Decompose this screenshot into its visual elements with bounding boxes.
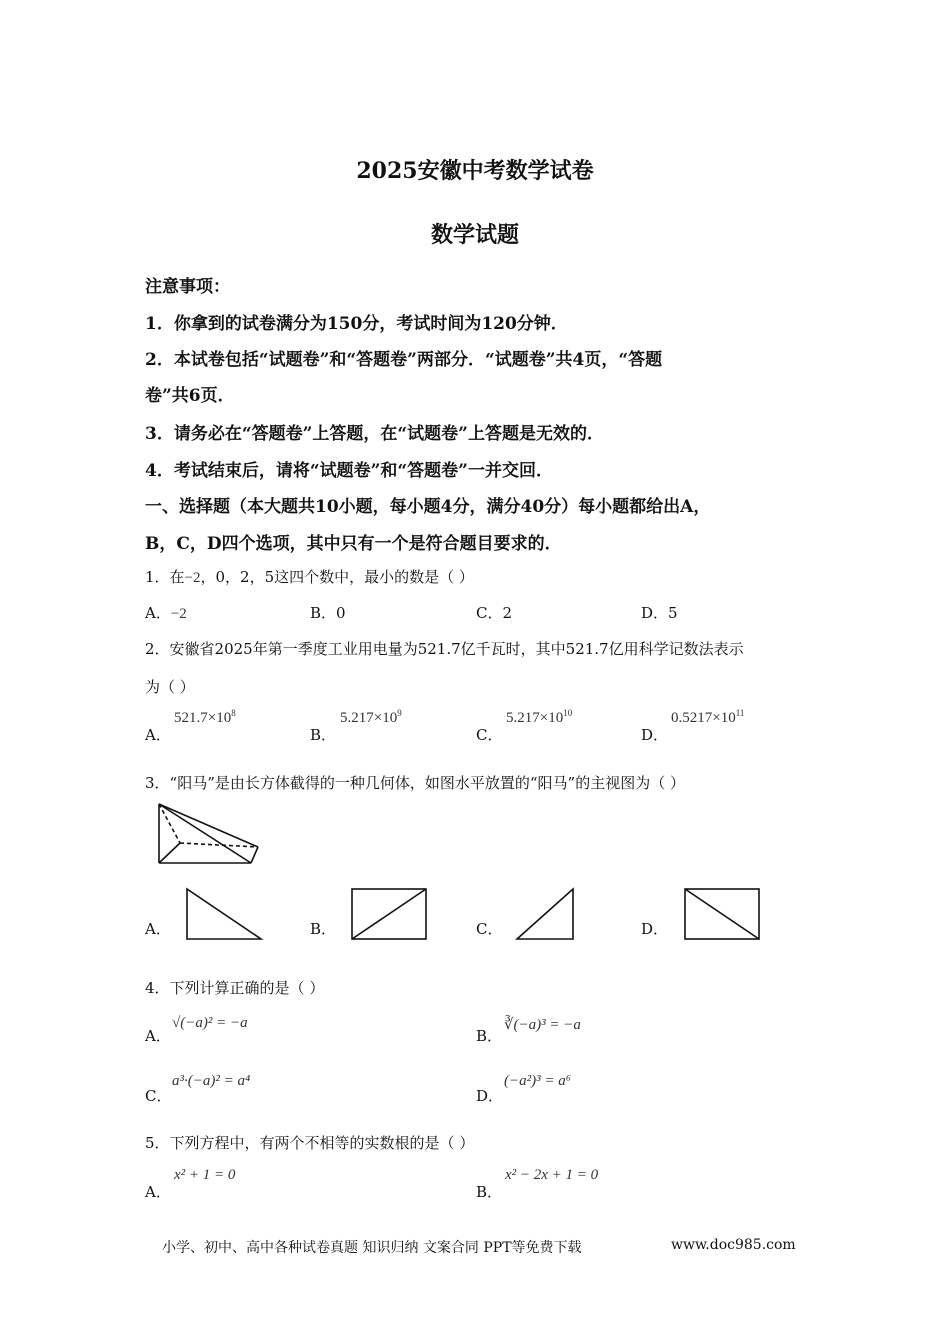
q2-option-a-label[interactable]: A． — [145, 726, 171, 744]
q4-option-a-label[interactable]: A． — [145, 1027, 171, 1045]
notice-item-3: 3．请务必在“答题卷”上答题，在“试题卷”上答题是无效的． — [145, 424, 604, 444]
q1-option-c[interactable]: C．2 — [476, 604, 513, 622]
q2-option-b-label[interactable]: B． — [310, 726, 337, 744]
q2-option-d-expr: $0.5217\times 10^{11}$ — [671, 708, 745, 726]
q5-option-a-expr: x² + 1 = 0 — [174, 1167, 236, 1183]
q3-option-d-figure[interactable] — [683, 887, 763, 943]
q3-option-b-label[interactable]: B． — [310, 920, 337, 938]
q4-option-c-label[interactable]: C． — [145, 1087, 172, 1105]
q4-option-c-expr: a³·(−a)² = a⁴ — [172, 1073, 251, 1089]
q1-option-a[interactable]: A．−2 — [145, 604, 187, 622]
q4-option-a-expr: √(−a)² = −a — [172, 1015, 248, 1031]
q3-option-b-figure[interactable] — [350, 887, 430, 943]
yangma-3d-figure — [155, 800, 265, 870]
notice-item-2-cont: 卷”共6页． — [145, 386, 235, 406]
q3-option-a-figure[interactable] — [185, 887, 265, 943]
q1-option-b[interactable]: B．0 — [310, 604, 346, 622]
q2-option-c-label[interactable]: C． — [476, 726, 503, 744]
math-expression: −2 — [184, 570, 201, 586]
q4-option-b-label[interactable]: B． — [476, 1027, 503, 1045]
footer-text: 小学、初中、高中各种试卷真题 知识归纳 文案合同 PPT等免费下载 — [162, 1240, 582, 1256]
q5-option-a-label[interactable]: A． — [145, 1183, 171, 1201]
q3-option-c-figure[interactable] — [515, 887, 577, 943]
q4-option-b-expr: ∛(−a)³ = −a — [504, 1017, 581, 1033]
q2-option-c-expr: $5.217\times 10^{10}$ — [506, 708, 573, 726]
q3-option-c-label[interactable]: C． — [476, 920, 503, 938]
question-2-stem-cont: 为（ ） — [145, 678, 195, 696]
q2-option-d-label[interactable]: D． — [641, 726, 669, 744]
page-title: 2025安徽中考数学试卷 — [356, 158, 594, 184]
notice-heading: 注意事项： — [145, 277, 230, 297]
question-5-stem: 5．下列方程中，有两个不相等的实数根的是（ ） — [145, 1134, 475, 1152]
footer-link[interactable]: www.doc985.com — [671, 1237, 796, 1253]
q2-option-b-expr: $5.217\times 10^9$ — [340, 708, 402, 726]
q4-option-d-expr: (−a²)³ = a⁶ — [504, 1073, 571, 1089]
q3-option-a-label[interactable]: A． — [145, 920, 171, 938]
page-subtitle: 数学试题 — [430, 222, 519, 248]
notice-item-1: 1．你拿到的试卷满分为150分，考试时间为120分钟． — [145, 314, 568, 334]
section-heading-cont: B，C，D四个选项，其中只有一个是符合题目要求的． — [145, 534, 562, 554]
question-3-stem: 3．“阳马”是由长方体截得的一种几何体，如图水平放置的“阳马”的主视图为（ ） — [145, 774, 685, 792]
q3-option-d-label[interactable]: D． — [641, 920, 669, 938]
notice-item-2: 2．本试卷包括“试题卷”和“答题卷”两部分．“试题卷”共4页，“答题 — [145, 350, 663, 370]
q4-option-d-label[interactable]: D． — [476, 1087, 504, 1105]
notice-item-4: 4．考试结束后，请将“试题卷”和“答题卷”一并交回． — [145, 461, 553, 481]
q5-option-b-label[interactable]: B． — [476, 1183, 503, 1201]
q5-option-b-expr: x² − 2x + 1 = 0 — [505, 1167, 599, 1183]
question-4-stem: 4．下列计算正确的是（ ） — [145, 979, 325, 997]
q1-option-d[interactable]: D．5 — [641, 604, 678, 622]
question-1-stem: 1．在−2，0，2，5这四个数中，最小的数是（ ） — [145, 568, 474, 586]
q2-option-a-expr: $521.7\times 10^8$ — [174, 708, 236, 726]
section-heading: 一、选择题（本大题共10小题，每小题4分，满分40分）每小题都给出A， — [145, 497, 711, 517]
question-2-stem: 2．安徽省2025年第一季度工业用电量为521.7亿千瓦时，其中521.7亿用科学记数法表示 — [145, 640, 744, 658]
